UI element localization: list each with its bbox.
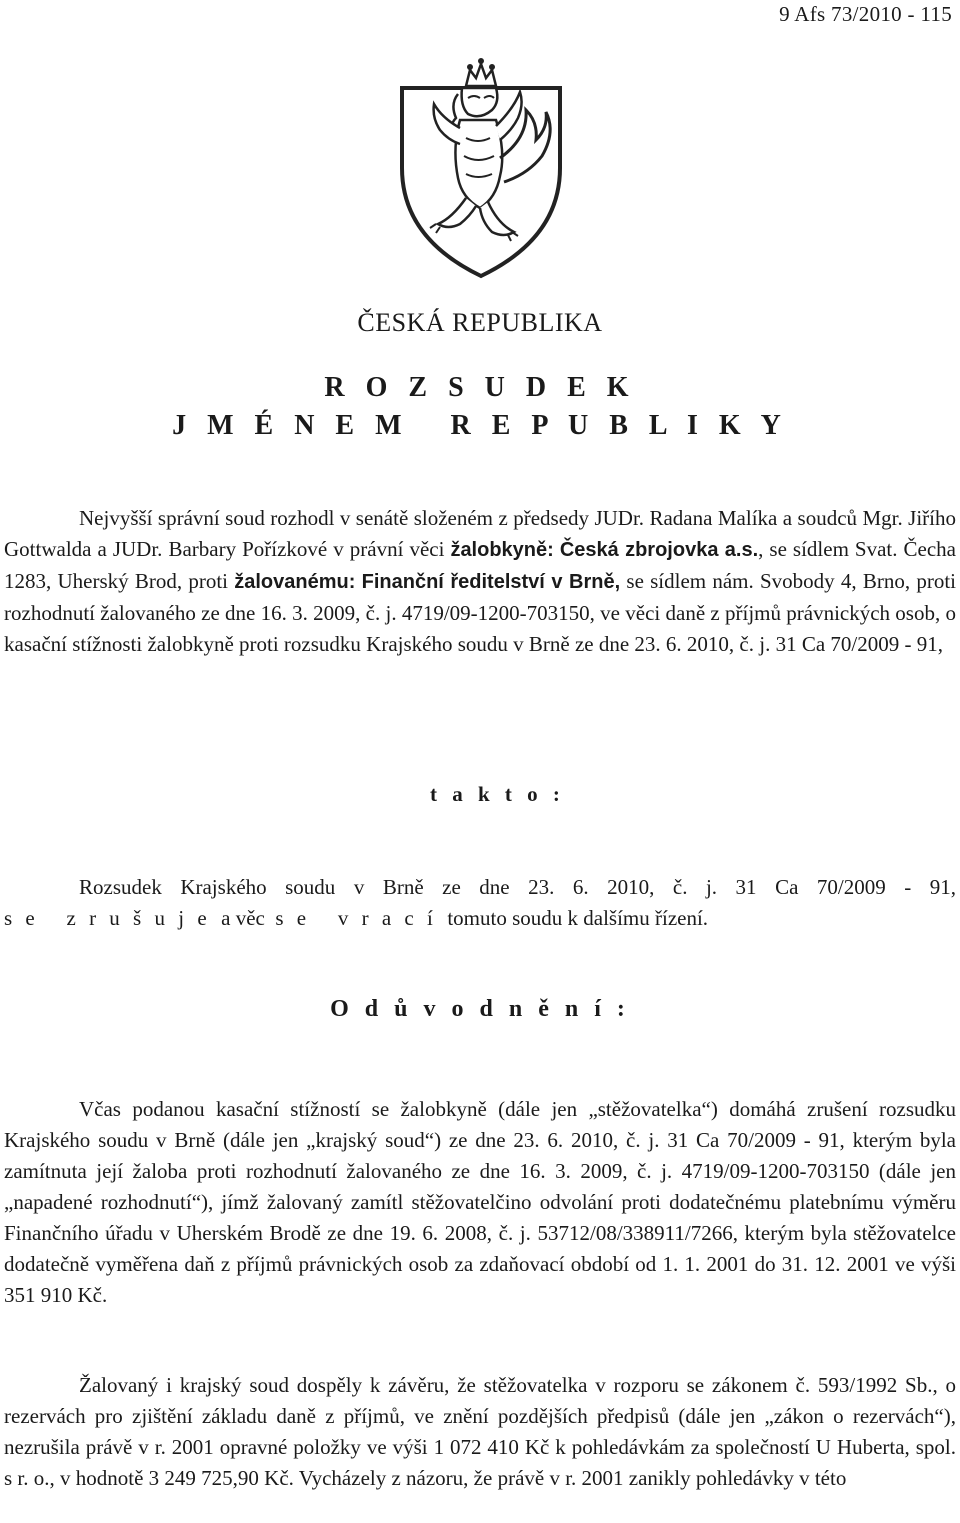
ruling-end: tomuto soudu k dalšímu řízení. bbox=[436, 906, 709, 930]
plaintiff-label: žalobkyně: bbox=[450, 539, 554, 561]
intro-paragraph bbox=[4, 503, 956, 660]
case-number: 9 Afs 73/2010 - 115 bbox=[779, 2, 952, 26]
takto-heading: t a k t o : bbox=[430, 782, 565, 806]
verdict-subtitle: J M É N E M R E P U B L I K Y bbox=[172, 410, 788, 441]
czech-lion-coat-of-arms-icon bbox=[396, 48, 566, 280]
reasons-paragraph-1: Včas podanou kasační stížností se žalobkyně (dále jen „stěžovatelka“) domáhá zrušení rozsudku Krajského soudu v Brně (dále jen „krajský soud“) ze dne 23. 6. 2010, č. j. 31 Ca 70/2009 - 91, kterým byla zamítnuta její žaloba proti rozhodnutí žalovaného ze dne 16. 3. 2009, č. j. 4719/09-1200-703150 (dále jen „napadené rozhodnutí“), jímž žalovaný zamítl stěžovatelčino odvolání proti dodatečnému platebnímu výměru Finančního úřadu v Uherském Brodě ze dne 19. 6. 2008, č. j. 53712/08/338911/7266, kterým byla stěžovatelce dodatečně vyměřena daň z příjmů právnických osob za zdaňovací období od 1. 1. 2001 do 31. 12. 2001 ve výši 351 910 Kč. bbox=[4, 1097, 956, 1307]
intro-text-rest: se sídlem nám. Svobody 4, Brno, proti rozhodnutí žalovaného ze dne 16. 3. 2009, č. j. 4719/09-1200-703150, ve věci daně z příjmů právnických osob, o kasační stížnosti žalobkyně proti rozsudku Krajského soudu v Brně ze dne 23. 6. 2010, č. j. 31 Ca 70/2009 - 91, bbox=[4, 569, 956, 656]
ruling-mid: a věc bbox=[210, 906, 276, 930]
plaintiff-address: , se sídlem Svat. Čecha 1283, Uherský Brod, proti bbox=[4, 537, 957, 593]
defendant-name: Finanční ředitelství v Brně, bbox=[361, 571, 621, 593]
reasons-heading: O d ů v o d n ě n í : bbox=[330, 996, 630, 1022]
plaintiff-name: Česká zbrojovka a.s. bbox=[559, 539, 759, 561]
ruling-line: Rozsudek Krajského soudu v Brně ze dne 23. 6. 2010, č. j. 31 Ca 70/2009 - 91, bbox=[79, 875, 956, 899]
verdict-title: R O Z S U D E K bbox=[324, 372, 636, 403]
verdict-heading bbox=[0, 369, 960, 445]
defendant-label: žalovanému: bbox=[234, 571, 356, 593]
ruling-annul: s e z r u š u j e bbox=[4, 906, 211, 930]
ruling-paragraph bbox=[4, 872, 956, 934]
country-heading: ČESKÁ REPUBLIKA bbox=[357, 308, 603, 337]
intro-text: Nejvyšší správní soud rozhodl v senátě složeném z předsedy JUDr. Radana Malíka a soudců Mgr. Jiřího Gottwalda a JUDr. Barbary Pořízkové v právní věci bbox=[4, 506, 956, 561]
reasons-paragraph-2: Žalovaný i krajský soud dospěly k závěru, že stěžovatelka v rozporu se zákonem č. 593/1992 Sb., o rezervách pro zjištění základu daně z příjmů, ve znění pozdějších předpisů (dále jen „zákon o rezervách“), nezrušila právě v r. 2001 opravné položky ve výši 1 072 410 Kč k pohledávkám za společností U Huberta, spol. s r. o., v hodnotě 3 249 725,90 Kč. Vycházely z názoru, že právě v r. 2001 zanikly pohledávky v této bbox=[4, 1373, 956, 1490]
ruling-return: s e v r a c í bbox=[275, 906, 437, 930]
